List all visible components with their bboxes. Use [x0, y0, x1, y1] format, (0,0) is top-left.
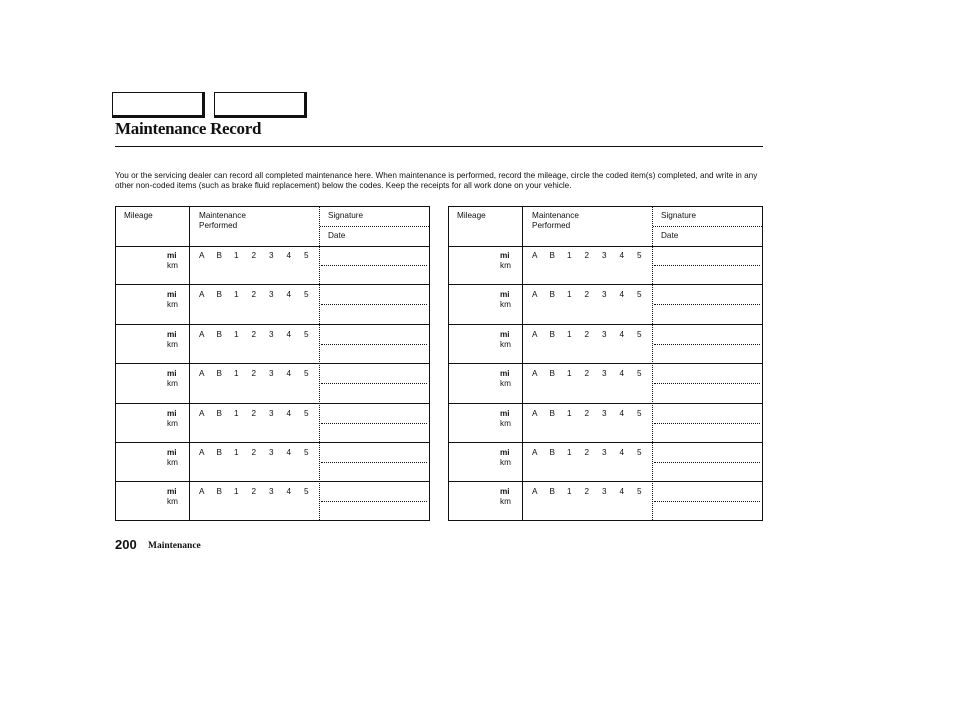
header-maintenance-line2: Performed [532, 221, 571, 230]
maintenance-code: 5 [637, 487, 642, 497]
signature-date-divider [321, 423, 427, 424]
unit-mi-label: mi [500, 251, 510, 260]
header-tab-box [112, 92, 205, 118]
maintenance-code: 3 [602, 290, 607, 300]
maintenance-code: 4 [619, 447, 625, 457]
unit-mi-label: mi [167, 369, 177, 379]
maintenance-code: 4 [286, 290, 292, 300]
header-tabs [112, 92, 308, 118]
header-maintenance-line1: Maintenance [199, 211, 246, 220]
signature-date-divider [654, 462, 760, 463]
maintenance-code: 4 [619, 329, 625, 339]
header-maintenance-line1: Maintenance [532, 211, 579, 220]
table-row [116, 325, 429, 364]
table-body [116, 246, 429, 520]
maintenance-code: 4 [286, 369, 292, 379]
maintenance-code: B [549, 408, 555, 418]
maintenance-code: 2 [584, 369, 590, 379]
unit-mi-label: mi [167, 251, 177, 260]
maintenance-code: 3 [269, 290, 274, 300]
maintenance-code: 3 [602, 487, 607, 497]
header-signature-divider [653, 226, 762, 227]
maintenance-code: B [549, 487, 555, 497]
maintenance-code: 1 [234, 487, 239, 497]
maintenance-code: A [532, 369, 538, 379]
maintenance-code: 2 [251, 290, 257, 300]
maintenance-code: 5 [304, 369, 309, 379]
maintenance-code: 5 [637, 290, 642, 300]
unit-mi-label: mi [167, 447, 177, 457]
maintenance-code: 4 [619, 487, 625, 497]
maintenance-code: 5 [304, 329, 309, 339]
unit-km-label: km [500, 497, 511, 507]
signature-date-divider [321, 344, 427, 345]
maintenance-code: 5 [304, 290, 309, 300]
unit-mi-label: mi [167, 487, 177, 497]
maintenance-code: 3 [269, 447, 274, 457]
maintenance-code: B [216, 487, 222, 497]
table-row [449, 482, 762, 521]
maintenance-code: 1 [234, 251, 239, 260]
header-signature: Signature [661, 211, 697, 220]
maintenance-code: A [199, 487, 205, 497]
maintenance-code: 3 [269, 251, 274, 260]
maintenance-code: 2 [584, 329, 590, 339]
table-header [116, 207, 429, 247]
maintenance-code: 5 [304, 408, 309, 418]
maintenance-code: 1 [567, 447, 572, 457]
header-mileage: Mileage [457, 211, 486, 220]
table-row [116, 482, 429, 521]
table-row [449, 285, 762, 324]
table-row [449, 364, 762, 403]
unit-mi-label: mi [167, 329, 177, 339]
maintenance-code: B [216, 447, 222, 457]
maintenance-code: 4 [286, 487, 292, 497]
header-maintenance-performed [532, 211, 579, 231]
maintenance-code: 1 [234, 447, 239, 457]
signature-date-divider [321, 383, 427, 384]
maintenance-code: 1 [234, 369, 239, 379]
unit-km-label: km [500, 418, 511, 428]
unit-mi-label: mi [500, 329, 510, 339]
maintenance-code: A [199, 369, 205, 379]
maintenance-code: 5 [637, 329, 642, 339]
maintenance-code: 4 [619, 290, 625, 300]
header-signature: Signature [328, 211, 364, 220]
signature-date-divider [654, 423, 760, 424]
unit-mi-label: mi [500, 487, 510, 497]
maintenance-code: 3 [269, 487, 274, 497]
signature-date-divider [654, 344, 760, 345]
maintenance-code: 3 [602, 447, 607, 457]
signature-date-divider [321, 462, 427, 463]
unit-km-label: km [167, 300, 178, 310]
maintenance-code: 5 [304, 251, 309, 260]
maintenance-code: 1 [567, 369, 572, 379]
maintenance-code: 3 [602, 251, 607, 260]
maintenance-code: 2 [251, 251, 257, 260]
unit-km-label: km [500, 379, 511, 389]
unit-mi-label: mi [500, 290, 510, 300]
maintenance-code: 3 [269, 329, 274, 339]
maintenance-code: A [532, 408, 538, 418]
maintenance-code: A [199, 408, 205, 418]
unit-km-label: km [167, 457, 178, 467]
maintenance-code: 2 [584, 447, 590, 457]
header-tab-box [214, 92, 307, 118]
unit-km-label: km [167, 379, 178, 389]
unit-mi-label: mi [500, 447, 510, 457]
maintenance-code: 3 [602, 329, 607, 339]
maintenance-code: 1 [567, 408, 572, 418]
table-row [449, 246, 762, 285]
header-date: Date [661, 231, 679, 240]
maintenance-code: 2 [584, 487, 590, 497]
signature-date-divider [321, 304, 427, 305]
signature-date-divider [654, 383, 760, 384]
maintenance-code: 4 [619, 369, 625, 379]
maintenance-code: A [532, 290, 538, 300]
title-divider [115, 146, 763, 147]
maintenance-code: 2 [584, 290, 590, 300]
page-number: 200 [115, 537, 137, 552]
table-header [449, 207, 762, 247]
table-row [449, 443, 762, 482]
maintenance-code: B [549, 329, 555, 339]
unit-km-label: km [167, 418, 178, 428]
table-body [449, 246, 762, 520]
maintenance-code: B [549, 290, 555, 300]
maintenance-code: B [549, 447, 555, 457]
maintenance-code: 2 [251, 447, 257, 457]
signature-date-divider [654, 265, 760, 266]
maintenance-code: 1 [234, 408, 239, 418]
unit-km-label: km [500, 339, 511, 349]
header-signature-divider [320, 226, 429, 227]
maintenance-code: 2 [251, 369, 257, 379]
signature-date-divider [321, 265, 427, 266]
maintenance-code: 4 [286, 251, 292, 260]
maintenance-code: 4 [286, 329, 292, 339]
table-row [116, 443, 429, 482]
footer-section-name: Maintenance [148, 541, 201, 551]
header-maintenance-performed [199, 211, 246, 231]
maintenance-record-table [115, 206, 430, 521]
signature-date-divider [321, 501, 427, 502]
maintenance-code: 5 [637, 408, 642, 418]
unit-km-label: km [167, 261, 178, 270]
maintenance-code: A [199, 329, 205, 339]
maintenance-code: 3 [602, 408, 607, 418]
maintenance-code: 2 [584, 251, 590, 260]
maintenance-code: 4 [286, 447, 292, 457]
maintenance-code: 5 [637, 447, 642, 457]
maintenance-code: 1 [234, 290, 239, 300]
maintenance-code: 4 [286, 408, 292, 418]
maintenance-code: 3 [602, 369, 607, 379]
table-row [116, 364, 429, 403]
maintenance-code: 1 [567, 329, 572, 339]
maintenance-code: 5 [304, 447, 309, 457]
maintenance-code: 4 [619, 251, 625, 260]
maintenance-code: A [199, 290, 205, 300]
maintenance-code: B [216, 290, 222, 300]
table-row [449, 404, 762, 443]
maintenance-code: 1 [567, 251, 572, 260]
maintenance-code: A [199, 447, 205, 457]
maintenance-code: A [532, 487, 538, 497]
maintenance-code: B [216, 408, 222, 418]
table-row [116, 285, 429, 324]
maintenance-record-table [448, 206, 763, 521]
unit-km-label: km [500, 300, 511, 310]
header-maintenance-line2: Performed [199, 221, 238, 230]
maintenance-code: 1 [234, 329, 239, 339]
maintenance-code: 5 [637, 369, 642, 379]
table-row [449, 325, 762, 364]
maintenance-code: 1 [567, 487, 572, 497]
unit-km-label: km [167, 497, 178, 507]
page-title: Maintenance Record [115, 119, 262, 138]
maintenance-code: 2 [251, 329, 257, 339]
unit-mi-label: mi [500, 408, 510, 418]
maintenance-code: B [216, 251, 222, 260]
maintenance-code: A [199, 251, 205, 260]
maintenance-code: 2 [251, 487, 257, 497]
maintenance-code: 4 [619, 408, 625, 418]
header-date: Date [328, 231, 346, 240]
maintenance-code: B [549, 251, 555, 260]
maintenance-code: B [216, 329, 222, 339]
unit-mi-label: mi [500, 369, 510, 379]
unit-mi-label: mi [167, 290, 177, 300]
maintenance-code: 5 [304, 487, 309, 497]
header-mileage: Mileage [124, 211, 153, 220]
unit-km-label: km [500, 457, 511, 467]
unit-km-label: km [500, 261, 511, 270]
maintenance-code: 1 [567, 290, 572, 300]
unit-mi-label: mi [167, 408, 177, 418]
maintenance-code: A [532, 329, 538, 339]
unit-km-label: km [167, 339, 178, 349]
maintenance-code: A [532, 251, 538, 260]
maintenance-code: B [549, 369, 555, 379]
maintenance-code: A [532, 447, 538, 457]
maintenance-code: B [216, 369, 222, 379]
maintenance-code: 3 [269, 369, 274, 379]
maintenance-code: 2 [584, 408, 590, 418]
signature-date-divider [654, 501, 760, 502]
maintenance-code: 5 [637, 251, 642, 260]
maintenance-code: 2 [251, 408, 257, 418]
intro-paragraph: You or the servicing dealer can record all completed maintenance here. When maintenance is performed, record the mileage, circle the coded item(s) completed, and write in any other non-coded items (such as brake fluid replacement) below the codes. Keep the receipts for all work done on your vehicle. [115, 171, 758, 191]
table-row [116, 404, 429, 443]
table-row [116, 246, 429, 285]
maintenance-code: 3 [269, 408, 274, 418]
signature-date-divider [654, 304, 760, 305]
